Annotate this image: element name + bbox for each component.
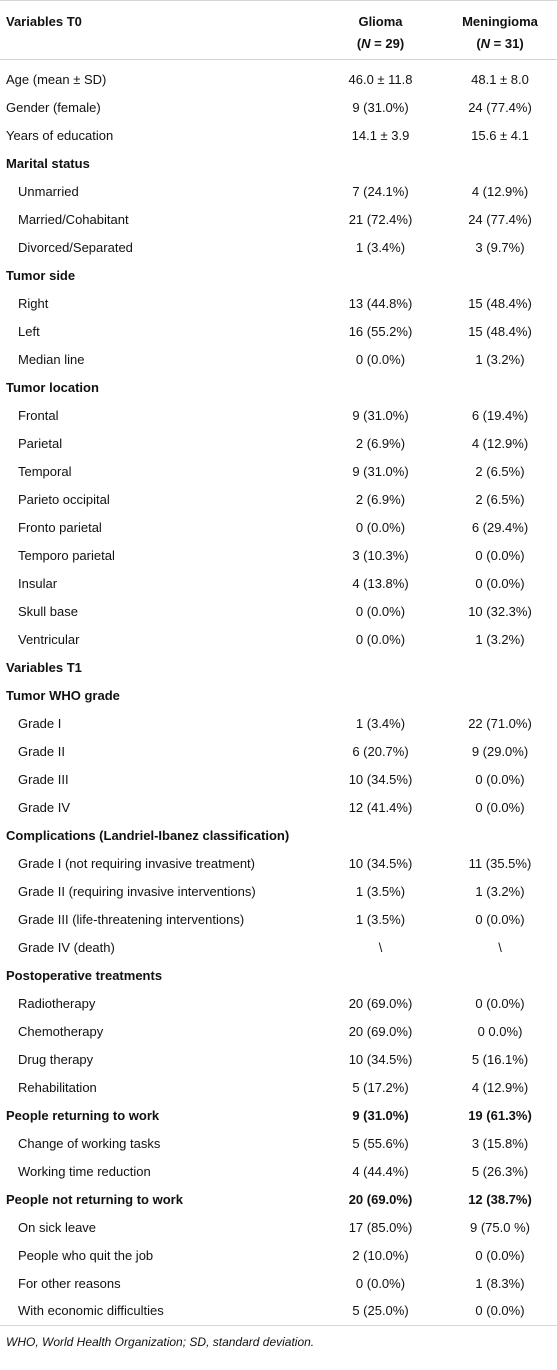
table-row — [0, 60, 557, 94]
table-row — [0, 458, 557, 486]
row-label: On sick leave — [18, 1219, 97, 1235]
row-label: Right — [18, 295, 49, 311]
glioma-value: 20 (69.0%) — [348, 1023, 413, 1039]
meningioma-value: 19 (61.3%) — [468, 1107, 532, 1123]
meningioma-value: 5 (26.3%) — [471, 1163, 529, 1179]
glioma-value: 9 (31.0%) — [352, 1107, 409, 1123]
glioma-value: 14.1 ± 3.9 — [351, 127, 410, 143]
table-row — [0, 710, 557, 738]
glioma-value: 0 (0.0%) — [355, 1275, 406, 1291]
meningioma-value: 15.6 ± 4.1 — [471, 127, 529, 143]
glioma-value: 0 (0.0%) — [355, 603, 406, 619]
row-label: Grade I (not requiring invasive treatment) — [18, 855, 255, 871]
glioma-value: 16 (55.2%) — [348, 323, 413, 339]
meningioma-value: 24 (77.4%) — [468, 211, 532, 227]
table-row — [0, 486, 557, 514]
row-label: Ventricular — [18, 631, 80, 647]
glioma-value: \ — [378, 939, 383, 955]
header-glioma-n: (N = 29) — [356, 36, 405, 51]
meningioma-value: 6 (19.4%) — [471, 407, 529, 423]
meningioma-value: 15 (48.4%) — [468, 323, 532, 339]
section-header-row — [0, 1102, 557, 1130]
meningioma-value: 9 (29.0%) — [471, 743, 529, 759]
meningioma-value: 9 (75.0 %) — [470, 1219, 530, 1235]
header-glioma — [318, 1, 443, 60]
row-label: Marital status — [6, 155, 90, 171]
glioma-value — [318, 962, 443, 990]
section-header-row — [0, 654, 557, 682]
meningioma-value: 0 (0.0%) — [475, 799, 525, 815]
footnote-row — [0, 1326, 557, 1356]
row-label: Insular — [18, 575, 58, 591]
row-label: Skull base — [18, 603, 78, 619]
table-row — [0, 514, 557, 542]
row-label: People not returning to work — [6, 1191, 183, 1207]
meningioma-value — [443, 962, 557, 990]
table-row — [0, 542, 557, 570]
glioma-value: 7 (24.1%) — [352, 183, 409, 199]
table-row — [0, 1214, 557, 1242]
row-label: Gender (female) — [6, 99, 101, 115]
row-label: Grade II (requiring invasive interventions) — [18, 883, 256, 899]
glioma-value: 0 (0.0%) — [355, 519, 406, 535]
table-row — [0, 1270, 557, 1298]
meningioma-value: 4 (12.9%) — [471, 435, 529, 451]
table-row — [0, 1298, 557, 1326]
glioma-value: 9 (31.0%) — [352, 407, 409, 423]
table-row — [0, 1074, 557, 1102]
table-row — [0, 1242, 557, 1270]
row-label: Complications (Landriel-Ibanez classification) — [6, 827, 290, 843]
glioma-value: 10 (34.5%) — [348, 771, 413, 787]
row-label: Grade III — [18, 771, 69, 787]
row-label: Tumor location — [6, 379, 99, 395]
row-label: People returning to work — [6, 1107, 160, 1123]
row-label: Tumor WHO grade — [6, 687, 120, 703]
table-row — [0, 1018, 557, 1046]
glioma-value: 1 (3.5%) — [355, 883, 406, 899]
meningioma-value — [443, 654, 557, 682]
row-label: Frontal — [18, 407, 59, 423]
table-row — [0, 122, 557, 150]
row-label: Parieto occipital — [18, 491, 110, 507]
meningioma-value: 0 (0.0%) — [475, 911, 525, 927]
glioma-value: 0 (0.0%) — [355, 631, 406, 647]
table-row — [0, 290, 557, 318]
meningioma-value: 10 (32.3%) — [468, 603, 532, 619]
glioma-value: 2 (6.9%) — [355, 491, 406, 507]
glioma-value: 3 (10.3%) — [352, 547, 409, 563]
meningioma-value: 0 (0.0%) — [475, 575, 525, 591]
meningioma-value: 24 (77.4%) — [468, 99, 532, 115]
header-glioma-title: Glioma — [358, 14, 403, 29]
glioma-value: 4 (13.8%) — [352, 575, 409, 591]
meningioma-value: 0 (0.0%) — [475, 547, 525, 563]
row-label: Age (mean ± SD) — [6, 71, 107, 87]
meningioma-value: 0 (0.0%) — [475, 1303, 525, 1319]
table-row — [0, 850, 557, 878]
table-row — [0, 598, 557, 626]
row-label: Temporo parietal — [18, 547, 115, 563]
table-row — [0, 234, 557, 262]
meningioma-value: 1 (3.2%) — [475, 631, 525, 647]
row-label: Change of working tasks — [18, 1135, 161, 1151]
glioma-value: 20 (69.0%) — [348, 1191, 413, 1207]
glioma-value: 9 (31.0%) — [352, 463, 409, 479]
meningioma-value: 11 (35.5%) — [468, 855, 532, 871]
glioma-value: 5 (17.2%) — [352, 1079, 409, 1095]
table-row — [0, 738, 557, 766]
section-header-row — [0, 262, 557, 290]
meningioma-value: 12 (38.7%) — [468, 1191, 532, 1207]
table-row — [0, 990, 557, 1018]
meningioma-value: 3 (9.7%) — [475, 239, 525, 255]
row-label: Parietal — [18, 435, 63, 451]
meningioma-value: \ — [498, 939, 502, 955]
glioma-value: 5 (55.6%) — [352, 1135, 409, 1151]
table-row — [0, 178, 557, 206]
glioma-value — [318, 374, 443, 402]
row-label: For other reasons — [18, 1275, 121, 1291]
meningioma-value: 0 (0.0%) — [475, 1247, 525, 1263]
glioma-value: 1 (3.4%) — [355, 715, 406, 731]
section-header-row — [0, 682, 557, 710]
glioma-value — [318, 262, 443, 290]
row-label: Rehabilitation — [18, 1079, 97, 1095]
glioma-value: 2 (6.9%) — [355, 435, 406, 451]
table-header — [0, 1, 557, 60]
meningioma-value: 4 (12.9%) — [471, 183, 529, 199]
meningioma-value — [443, 374, 557, 402]
meningioma-value: 15 (48.4%) — [468, 295, 532, 311]
table-row — [0, 626, 557, 654]
glioma-value: 10 (34.5%) — [348, 1051, 413, 1067]
row-label: Median line — [18, 351, 85, 367]
row-label: Years of education — [6, 127, 114, 143]
meningioma-value: 0 (0.0%) — [475, 771, 525, 787]
header-meningioma — [443, 1, 557, 60]
row-label: Grade IV — [18, 799, 71, 815]
header-variables: Variables T0 — [0, 1, 318, 60]
glioma-value: 1 (3.4%) — [355, 239, 406, 255]
glioma-value: 13 (44.8%) — [348, 295, 413, 311]
row-label: Divorced/Separated — [18, 239, 133, 255]
footnote: WHO, World Health Organization; SD, standard deviation. — [0, 1326, 557, 1356]
meningioma-value: 4 (12.9%) — [471, 1079, 529, 1095]
row-label: Temporal — [18, 463, 72, 479]
glioma-value: 1 (3.5%) — [355, 911, 406, 927]
meningioma-value: 1 (3.2%) — [475, 351, 525, 367]
table-row — [0, 318, 557, 346]
table-footer — [0, 1326, 557, 1356]
section-header-row — [0, 962, 557, 990]
header-meningioma-n: (N = 31) — [476, 36, 524, 51]
header-row — [0, 1, 557, 60]
meningioma-value: 48.1 ± 8.0 — [471, 71, 529, 87]
row-label: Drug therapy — [18, 1051, 94, 1067]
table-row — [0, 1130, 557, 1158]
table-row — [0, 766, 557, 794]
glioma-value: 2 (10.0%) — [352, 1247, 409, 1263]
table-row — [0, 906, 557, 934]
section-header-row — [0, 1186, 557, 1214]
table-row — [0, 934, 557, 962]
row-label: With economic difficulties — [18, 1303, 164, 1319]
table-row — [0, 1158, 557, 1186]
row-label: Left — [18, 323, 40, 339]
glioma-value: 5 (25.0%) — [352, 1303, 409, 1319]
glioma-value: 10 (34.5%) — [348, 855, 413, 871]
meningioma-value: 6 (29.4%) — [471, 519, 529, 535]
section-header-row — [0, 822, 557, 850]
table-row — [0, 346, 557, 374]
glioma-value: 9 (31.0%) — [352, 99, 409, 115]
row-label: Variables T1 — [6, 659, 82, 675]
glioma-value: 12 (41.4%) — [348, 799, 413, 815]
row-label: Radiotherapy — [18, 995, 96, 1011]
meningioma-value: 0 0.0%) — [477, 1023, 523, 1039]
row-label: People who quit the job — [18, 1247, 154, 1263]
glioma-value: 46.0 ± 11.8 — [348, 71, 413, 87]
meningioma-value: 3 (15.8%) — [471, 1135, 529, 1151]
row-label: Tumor side — [6, 267, 76, 283]
table-row — [0, 878, 557, 906]
glioma-value: 4 (44.4%) — [352, 1163, 409, 1179]
meningioma-value: 22 (71.0%) — [468, 715, 532, 731]
glioma-value — [318, 150, 443, 178]
table-row — [0, 570, 557, 598]
row-label: Married/Cohabitant — [18, 211, 129, 227]
table-row — [0, 94, 557, 122]
section-header-row — [0, 150, 557, 178]
header-meningioma-title: Meningioma — [462, 14, 538, 29]
row-label: Grade II — [18, 743, 65, 759]
meningioma-value — [443, 682, 557, 710]
meningioma-value — [443, 822, 557, 850]
row-label: Chemotherapy — [18, 1023, 104, 1039]
glioma-value: 20 (69.0%) — [348, 995, 413, 1011]
row-label: Grade I — [18, 715, 62, 731]
table-row — [0, 794, 557, 822]
table-row — [0, 430, 557, 458]
glioma-value — [318, 682, 443, 710]
glioma-value — [318, 654, 443, 682]
row-label: Unmarried — [18, 183, 79, 199]
table-row — [0, 402, 557, 430]
meningioma-value: 2 (6.5%) — [475, 491, 525, 507]
glioma-value: 21 (72.4%) — [348, 211, 413, 227]
meningioma-value — [443, 150, 557, 178]
glioma-value: 6 (20.7%) — [352, 743, 409, 759]
row-label: Fronto parietal — [18, 519, 102, 535]
meningioma-value: 0 (0.0%) — [475, 995, 525, 1011]
glioma-value: 17 (85.0%) — [348, 1219, 413, 1235]
row-label: Grade III (life-threatening interventions) — [18, 911, 245, 927]
table-row — [0, 206, 557, 234]
meningioma-value: 5 (16.1%) — [471, 1051, 529, 1067]
table-row — [0, 1046, 557, 1074]
row-label: Postoperative treatments — [6, 967, 163, 983]
glioma-value: 0 (0.0%) — [355, 351, 406, 367]
glioma-value — [318, 822, 443, 850]
meningioma-value — [443, 262, 557, 290]
meningioma-value: 1 (8.3%) — [475, 1275, 525, 1291]
table-body — [0, 60, 557, 1326]
meningioma-value: 2 (6.5%) — [475, 463, 525, 479]
section-header-row — [0, 374, 557, 402]
row-label: Grade IV (death) — [18, 939, 115, 955]
meningioma-value: 1 (3.2%) — [475, 883, 525, 899]
row-label: Working time reduction — [18, 1163, 151, 1179]
